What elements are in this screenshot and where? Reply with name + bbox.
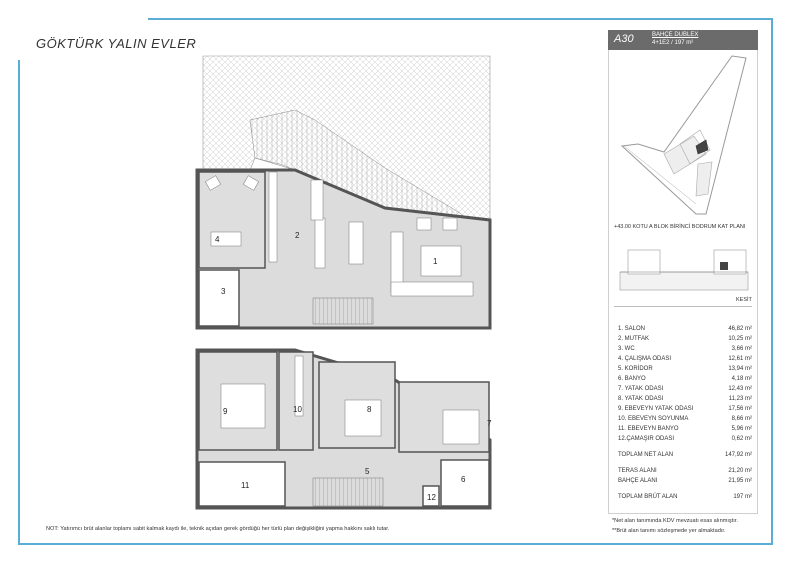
room-row: 1. SALON 46,82 m² — [618, 326, 752, 332]
kitchen-counter — [269, 172, 277, 262]
footnote: *Net alan tanımında KDV mevzuatı esas alınmıştır. — [612, 518, 738, 524]
unit-code: A30 — [614, 33, 634, 45]
total-gross-row: TOPLAM BRÜT ALAN 197 m² — [618, 494, 752, 500]
room-row: 11. EBEVEYN BANYO 5,96 m² — [618, 426, 752, 432]
frame-right-line — [771, 18, 773, 545]
room-number: 9 — [223, 407, 228, 416]
coffee-table — [421, 246, 461, 276]
frame-left-line — [18, 60, 20, 544]
terrace-row: TERAS ALANI 21,20 m² — [618, 468, 752, 474]
room-row: 5. KORİDOR 13,94 m² — [618, 366, 752, 372]
site-plan-caption: +43.00 KOTU A BLOK BİRİNCİ BODRUM KAT PLANI — [614, 224, 746, 230]
frame-top-line — [148, 18, 773, 20]
stairs — [313, 298, 373, 324]
room-row: 4. ÇALIŞMA ODASI 12,61 m² — [618, 356, 752, 362]
site-plan — [614, 54, 754, 222]
unit-header — [608, 30, 758, 50]
room-number: 11 — [241, 481, 250, 490]
total-net-row: TOPLAM NET ALAN 147,92 m² — [618, 452, 752, 458]
footnote: **Brüt alan tanımı sözleşmede yer almaktadır. — [612, 528, 726, 534]
bed — [443, 410, 479, 444]
wc-room-3 — [199, 270, 239, 326]
bed — [221, 384, 265, 428]
armchair — [443, 218, 457, 230]
project-title: GÖKTÜRK YALIN EVLER — [36, 36, 197, 51]
room-number: 5 — [365, 467, 370, 476]
stairs — [313, 478, 383, 506]
room-row: 3. WC 3,66 m² — [618, 346, 752, 352]
disclaimer-note: NOT: Yatırımcı brüt alanlar toplamı sabit kalmak kaydı ile, teknik açıdan gerek gördüğü her türlü plan değişikliğini yapma hakkını saklı tutar. — [46, 526, 390, 532]
room-number: 6 — [461, 475, 466, 484]
room-row: 9. EBEVEYN YATAK ODASI 17,56 m² — [618, 406, 752, 412]
room-number: 12 — [427, 493, 436, 502]
unit-area: 4+1E2 / 197 m² — [652, 40, 694, 46]
room-row: 2. MUTFAK 10,25 m² — [618, 336, 752, 342]
room-number: 4 — [215, 235, 220, 244]
room-number: 3 — [221, 287, 226, 296]
room-row: 12.ÇAMAŞIR ODASI 0,62 m² — [618, 436, 752, 442]
divider — [614, 306, 752, 307]
dining-table-2 — [349, 222, 363, 264]
room-number: 8 — [367, 405, 372, 414]
bed — [345, 400, 381, 436]
floor-plan — [195, 50, 500, 520]
room-number: 1 — [433, 257, 438, 266]
room-row: 7. YATAK ODASI 12,43 m² — [618, 386, 752, 392]
section-drawing — [614, 240, 754, 296]
dining-table — [311, 180, 323, 220]
room-number: 2 — [295, 231, 300, 240]
room-row: 8. YATAK ODASI 11,23 m² — [618, 396, 752, 402]
room-number: 10 — [293, 405, 302, 414]
unit-type: BAHÇE DUBLEX — [652, 32, 699, 38]
garden-row: BAHÇE ALANI 21,95 m² — [618, 478, 752, 484]
section-caption: KESİT — [736, 297, 752, 303]
room-row: 6. BANYO 4,18 m² — [618, 376, 752, 382]
frame-bottom-line — [18, 543, 773, 545]
kitchen-island — [315, 218, 325, 268]
armchair — [417, 218, 431, 230]
room-row: 10. EBEVEYN SOYUNMA 8,66 m² — [618, 416, 752, 422]
room-number: 7 — [487, 419, 492, 428]
sofa-bottom — [391, 282, 473, 296]
